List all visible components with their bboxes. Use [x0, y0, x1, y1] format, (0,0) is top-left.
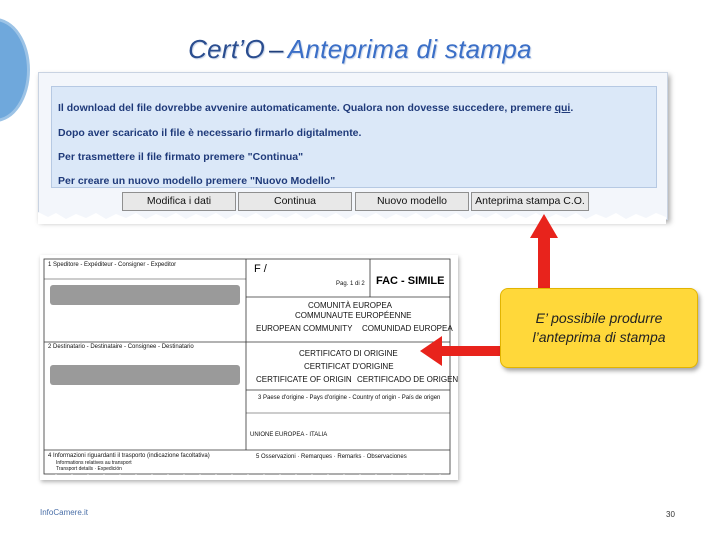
title-separator: –: [269, 34, 284, 64]
cert-title-en: CERTIFICATE OF ORIGIN: [256, 375, 352, 384]
message-download: Il download del file dovrebbe avvenire automaticamente. Qualora non dovesse succedere, premere qui.: [58, 102, 574, 114]
print-preview-button[interactable]: Anteprima stampa C.O.: [471, 192, 589, 211]
cert-title-fr: CERTIFICAT D'ORIGINE: [304, 362, 394, 371]
form-number-label: F /: [254, 263, 267, 275]
arrow-left-icon: [420, 336, 500, 366]
new-model-button[interactable]: Nuovo modello: [355, 192, 469, 211]
message-sign: Dopo aver scaricato il file è necessario firmarlo digitalmente.: [58, 127, 362, 139]
community-it: COMUNITÀ EUROPEA: [308, 301, 393, 310]
field-transport-fr: Informations relatives au transport: [56, 460, 132, 466]
field-origin-label: 3 Paese d'origine - Pays d'origine - Country of origin - País de origen: [258, 395, 441, 401]
footer-brand: InfoCamere.it: [40, 508, 89, 517]
field-consignee-label: 2 Destinatario - Destinataire - Consignee - Destinatario: [48, 344, 194, 350]
cert-title-es: CERTIFICADO DE ORIGEN: [357, 375, 459, 384]
community-es: COMUNIDAD EUROPEA: [362, 324, 453, 333]
callout-line-1: E’ possibile produrre: [535, 310, 663, 326]
message-new-model: Per creare un nuovo modello premere "Nuovo Modello": [58, 175, 336, 187]
cert-title-it: CERTIFICATO DI ORIGINE: [299, 349, 398, 358]
fac-simile-label: FAC - SIMILE: [376, 275, 445, 287]
title-main: Anteprima di stampa: [287, 34, 532, 64]
slide-page-number: 30: [666, 510, 675, 519]
continue-button[interactable]: Continua: [238, 192, 352, 211]
title-prefix: Cert’O: [188, 34, 265, 64]
page-indicator: Pag. 1 di 2: [336, 281, 365, 287]
field-transport-en: Transport details · Expedición: [56, 466, 122, 472]
arrow-up-icon: [530, 214, 558, 288]
download-link[interactable]: qui: [554, 102, 571, 114]
community-fr: COMMUNAUTE EUROPÉENNE: [295, 311, 412, 320]
callout-box: [500, 288, 698, 368]
community-en: EUROPEAN COMMUNITY: [256, 324, 353, 333]
message-transmit: Per trasmettere il file firmato premere "Continua": [58, 151, 304, 163]
field-transport-label: 4 Informazioni riguardanti il trasporto (indicazione facoltativa): [48, 453, 210, 459]
callout-line-2: l’anteprima di stampa: [532, 329, 666, 345]
modify-data-button[interactable]: Modifica i dati: [122, 192, 236, 211]
field-remarks-label: 5 Osservazioni · Remarques · Remarks · Observaciones: [256, 454, 407, 460]
origin-value: UNIONE EUROPEA - ITALIA: [250, 432, 328, 438]
field-sender-label: 1 Speditore - Expéditeur - Consigner - Expeditor: [48, 262, 177, 268]
